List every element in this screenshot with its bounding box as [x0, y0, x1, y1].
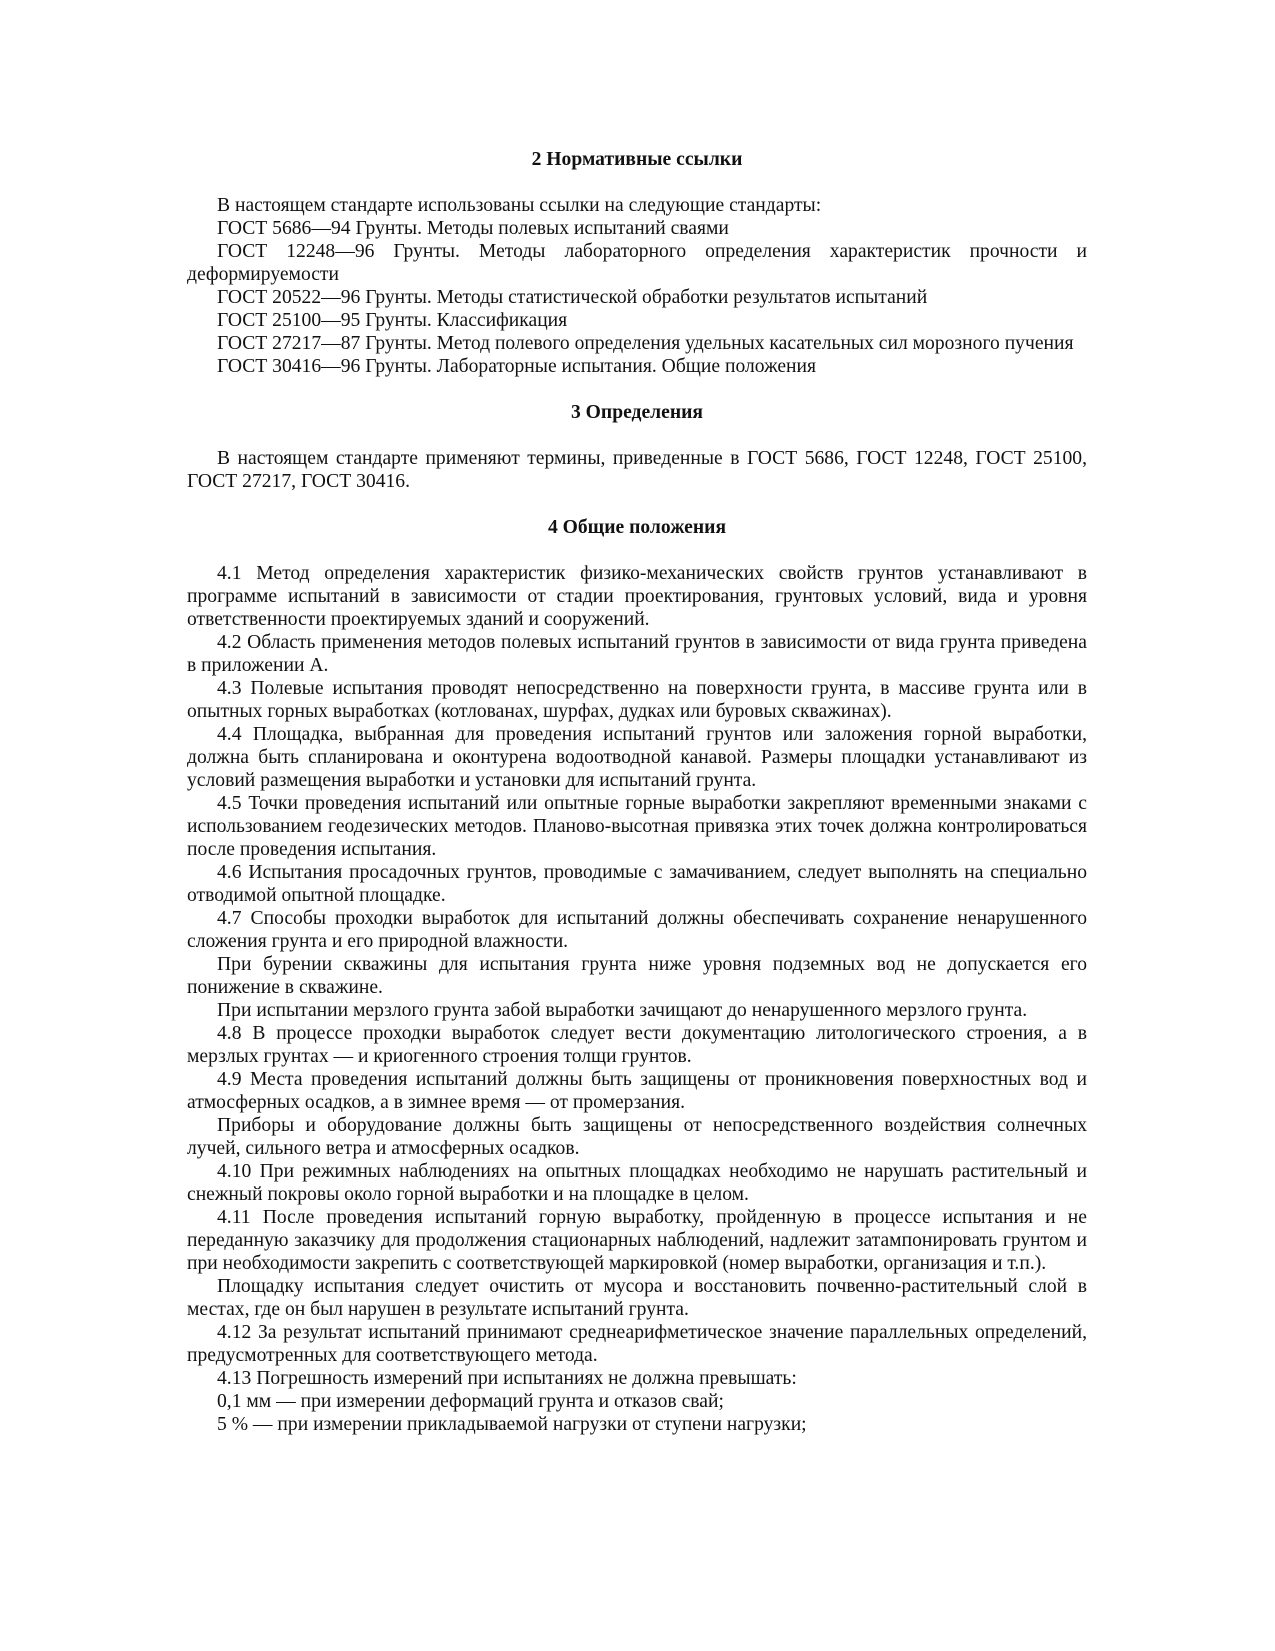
- paragraph: В настоящем стандарте применяют термины, приведенные в ГОСТ 5686, ГОСТ 12248, ГОСТ 25100, ГОСТ 27217, ГОСТ 30416.: [187, 448, 1087, 492]
- section-definitions: [187, 401, 1087, 493]
- paragraph: 4.8 В процессе проходки выработок следует вести документацию литологического строения, а в мерзлых грунтах — и криогенного строения толщи грунтов.: [187, 1023, 1087, 1067]
- paragraph: 4.6 Испытания просадочных грунтов, проводимые с замачиванием, следует выполнять на специально отводимой опытной площадке.: [187, 862, 1087, 906]
- paragraph: 4.11 После проведения испытаний горную выработку, пройденную в процессе испытания и не переданную заказчику для продолжения стационарных наблюдений, надлежит затампонировать грунтом и при необходимости закрепить с соответствующей маркировкой (номер выработки, организация и т.п.).: [187, 1207, 1087, 1274]
- paragraph: 4.3 Полевые испытания проводят непосредственно на поверхности грунта, в массиве грунта или в опытных горных выработках (котлованах, шурфах, дудках или буровых скважинах).: [187, 678, 1087, 722]
- paragraph: Площадку испытания следует очистить от мусора и восстановить почвенно-растительный слой в местах, где он был нарушен в результате испытаний грунта.: [187, 1276, 1087, 1320]
- section-general-provisions: [187, 516, 1087, 1436]
- paragraph: 4.7 Способы проходки выработок для испытаний должны обеспечивать сохранение ненарушенного сложения грунта и его природной влажности.: [187, 908, 1087, 952]
- paragraph: 4.10 При режимных наблюдениях на опытных площадках необходимо не нарушать растительный и снежный покровы около горной выработки и на площадке в целом.: [187, 1161, 1087, 1205]
- spacer: [187, 493, 1087, 516]
- paragraph: 4.2 Область применения методов полевых испытаний грунтов в зависимости от вида грунта приведена в приложении А.: [187, 632, 1087, 676]
- reference-item: ГОСТ 5686—94 Грунты. Методы полевых испытаний сваями: [217, 218, 729, 239]
- paragraph: При бурении скважины для испытания грунта ниже уровня подземных вод не допускается его понижение в скважине.: [187, 954, 1087, 998]
- section-heading: 4 Общие положения: [547, 517, 727, 538]
- paragraph: 5 % — при измерении прикладываемой нагрузки от ступени нагрузки;: [217, 1414, 807, 1435]
- paragraph: В настоящем стандарте использованы ссылки на следующие стандарты:: [217, 195, 822, 216]
- section-heading: 3 Определения: [570, 402, 704, 423]
- paragraph: Приборы и оборудование должны быть защищены от непосредственного воздействия солнечных лучей, сильного ветра и атмосферных осадков.: [187, 1115, 1087, 1159]
- section-normative-references: [187, 148, 1087, 378]
- paragraph: 4.12 За результат испытаний принимают среднеарифметическое значение параллельных определений, предусмотренных для соответствующего метода.: [187, 1322, 1087, 1366]
- paragraph: 0,1 мм — при измерении деформаций грунта и отказов свай;: [217, 1391, 724, 1412]
- reference-item: ГОСТ 20522—96 Грунты. Методы статистической обработки результатов испытаний: [217, 287, 928, 308]
- paragraph: 4.13 Погрешность измерений при испытаниях не должна превышать:: [217, 1368, 797, 1389]
- paragraph: 4.4 Площадка, выбранная для проведения испытаний грунтов или заложения горной выработки, должна быть спланирована и оконтурена водоотводной канавой. Размеры площадки устанавливают из условий размещения выработки и установки для испытаний грунта.: [187, 724, 1087, 791]
- spacer: [187, 378, 1087, 401]
- reference-item: ГОСТ 25100—95 Грунты. Классификация: [217, 310, 568, 331]
- section-heading: 2 Нормативные ссылки: [531, 149, 743, 170]
- reference-item: ГОСТ 30416—96 Грунты. Лабораторные испытания. Общие положения: [217, 356, 817, 377]
- paragraph: 4.5 Точки проведения испытаний или опытные горные выработки закрепляют временными знаками с использованием геодезических методов. Планово-высотная привязка этих точек должна контролироваться после проведения испытания.: [187, 793, 1087, 860]
- reference-item: ГОСТ 12248—96 Грунты. Методы лабораторного определения характеристик прочности и деформируемости: [187, 241, 1087, 285]
- paragraph: 4.9 Места проведения испытаний должны быть защищены от проникновения поверхностных вод и атмосферных осадков, а в зимнее время — от промерзания.: [187, 1069, 1087, 1113]
- paragraph: 4.1 Метод определения характеристик физико-механических свойств грунтов устанавливают в программе испытаний в зависимости от стадии проектирования, грунтовых условий, вида и уровня ответственности проектируемых зданий и сооружений.: [187, 563, 1087, 630]
- paragraph: При испытании мерзлого грунта забой выработки зачищают до ненарушенного мерзлого грунта.: [217, 1000, 1028, 1021]
- reference-item: ГОСТ 27217—87 Грунты. Метод полевого определения удельных касательных сил морозного пучения: [217, 333, 1074, 354]
- document-body: [187, 148, 1087, 1436]
